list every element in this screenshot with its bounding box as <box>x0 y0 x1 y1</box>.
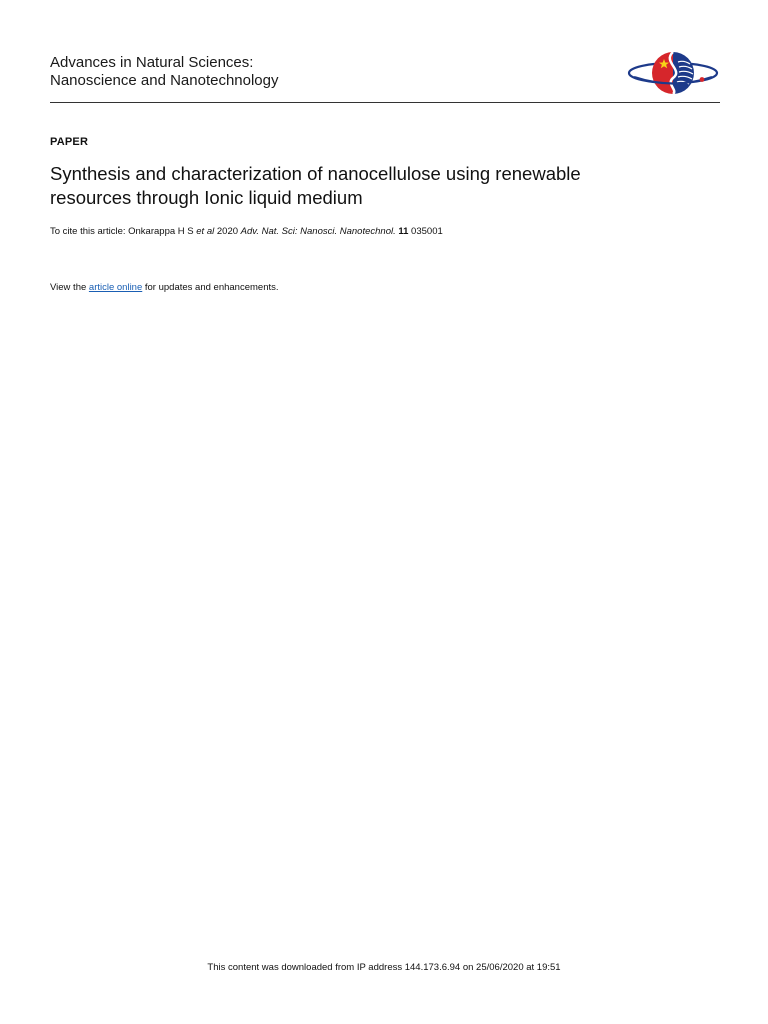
citation-line <box>50 226 443 237</box>
download-notice: This content was downloaded from IP address 144.173.6.94 on 25/06/2020 at 19:51 <box>207 962 561 973</box>
journal-name-line-1: Advances in Natural Sciences: <box>50 54 254 71</box>
citation-article-number: 035001 <box>408 226 443 237</box>
article-title-line-1: Synthesis and characterization of nanocellulose using renewable <box>50 163 581 184</box>
journal-name-line-2: Nanoscience and Nanotechnology <box>50 72 279 89</box>
header-divider <box>50 102 720 103</box>
view-online-suffix: for updates and enhancements. <box>142 282 279 293</box>
view-online-prefix: View the <box>50 282 89 293</box>
citation-journal: Adv. Nat. Sci: Nanosci. Nanotechnol. <box>240 226 396 237</box>
article-type-label: PAPER <box>50 136 89 148</box>
article-online-link[interactable]: article online <box>88 282 143 293</box>
article-title-line-2: resources through Ionic liquid medium <box>50 187 363 208</box>
article-title <box>50 162 690 210</box>
citation-prefix: To cite this article: Onkarappa H S <box>50 226 197 237</box>
journal-name <box>50 54 279 90</box>
citation-et-al: et al <box>196 226 215 237</box>
citation-year: 2020 <box>214 226 241 237</box>
citation-volume: 11 <box>398 226 409 237</box>
view-online-line <box>50 282 279 293</box>
vast-journal-logo-icon <box>626 48 720 98</box>
